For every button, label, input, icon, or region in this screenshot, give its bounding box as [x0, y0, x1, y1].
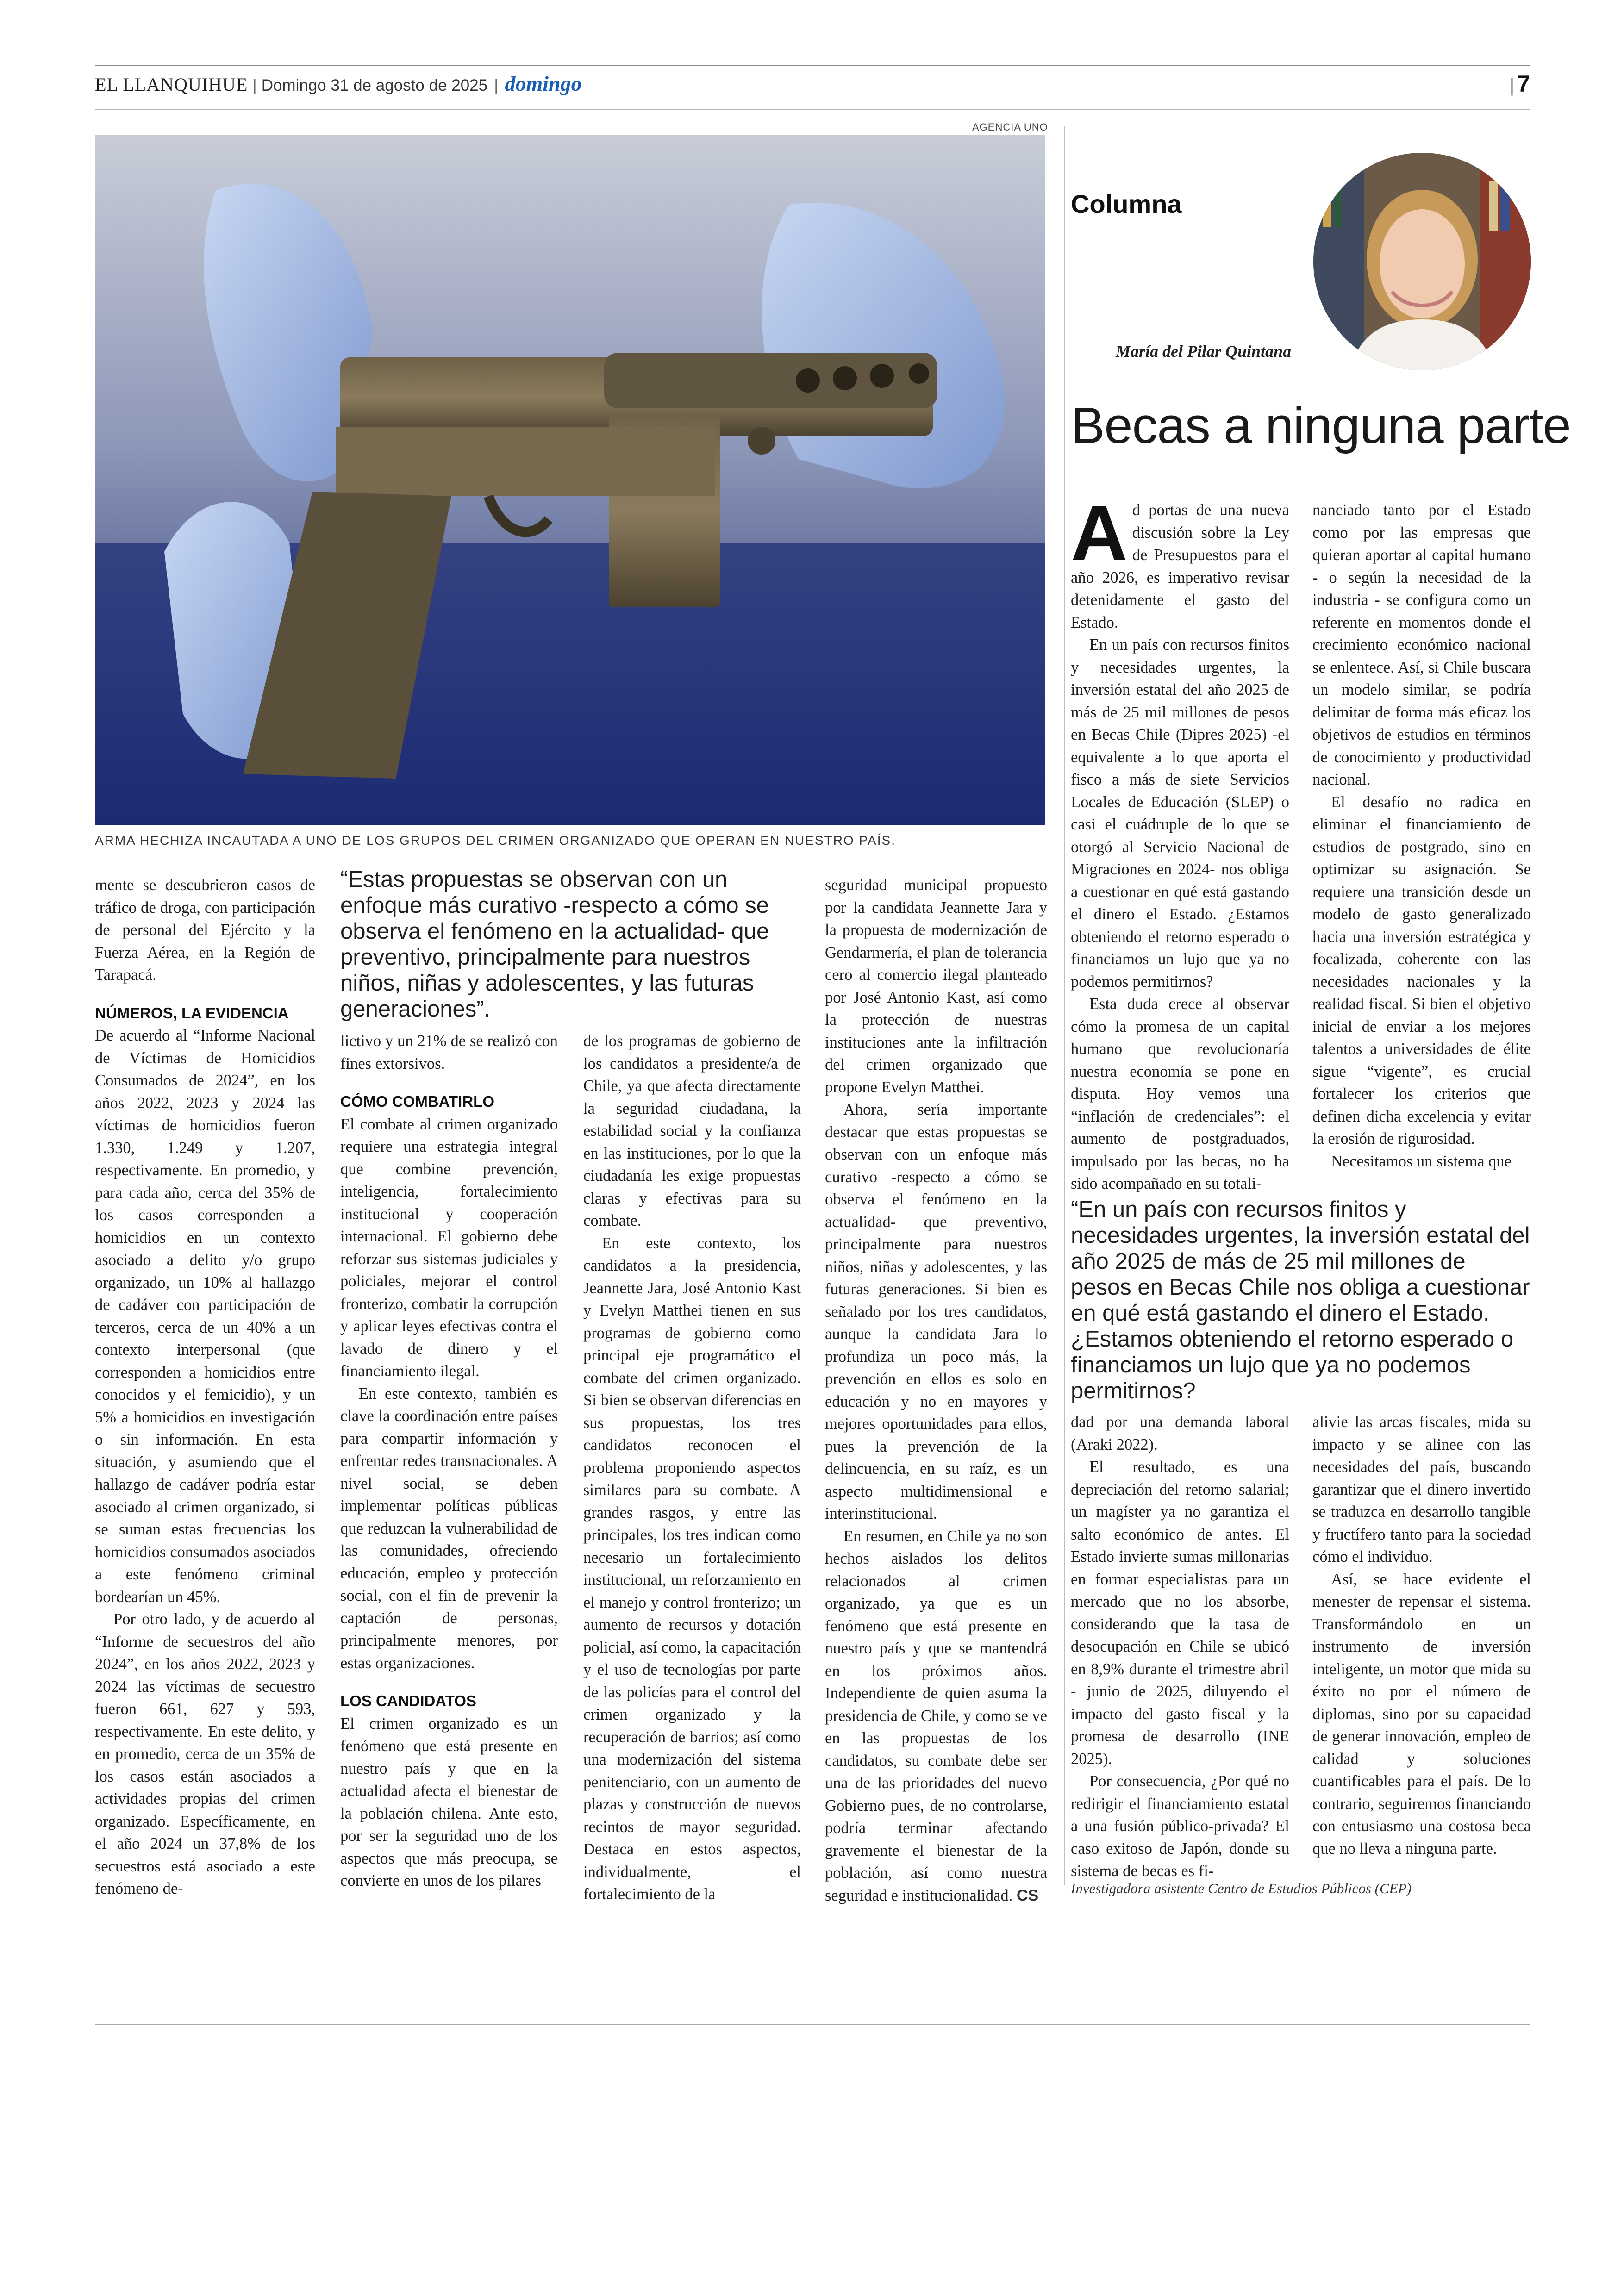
page-number-value: 7	[1517, 71, 1530, 97]
article-paragraph	[825, 1525, 1047, 1907]
column-paragraph-text: d portas de una nueva discusión sobre la Ley de Presupuestos para el año 2026, es imperativo revisar detenidamente el gasto del Estado.	[1071, 501, 1289, 631]
column-text-4	[1312, 1411, 1531, 1860]
article-paragraph-text: En resumen, en Chile ya no son hechos aislados los delitos relacionados al crimen organizado, ya que es un fenómeno que está presente en nuestro país y que se mantendrá en los próximos años. Independiente de quien asuma la presidencia de Chile, y como se ve en las propuestas de los candidatos, su combate debe ser una de las prioridades del nuevo Gobierno pues, de no controlarse, podría terminar afectando gravemente el bienestar de la población, así como nuestra seguridad e institucionalidad.	[825, 1527, 1047, 1904]
column-paragraph: El resultado, es una depreciación del retorno salarial; un magíster ya no garantiza el salto económico de antes. El Estado invierte sumas millonarias en formar especialistas para un mercado que no los absorbe, considerando que la tasa de desocupación en Chile se ubicó en 8,9% durante el trimestre abril - junio de 2025, diluyendo el impacto del gasto fiscal y la promesa de desarrollo (INE 2025).	[1071, 1458, 1289, 1768]
header-top-rule	[95, 65, 1530, 66]
article-paragraph: seguridad municipal propuesto por la candidata Jeannette Jara y la propuesta de modernización de Gendarmería, el plan de tolerancia cero al comercio ilegal planteado por José Antonio Kast, así como la protección de nuestras instituciones ante la infiltración del crimen organizado que propone Evelyn Matthei.	[825, 876, 1047, 1096]
photo-credit: AGENCIA UNO	[972, 121, 1048, 133]
column-paragraph: dad por una demanda laboral (Araki 2022).	[1071, 1413, 1289, 1453]
article-paragraph: El crimen organizado es un fenómeno que está presente en nuestro país y que en la actualidad afecta el bienestar de la población chilena. Ante esto, por ser la seguridad uno de los aspectos que más preocupa, se convierte en unos de los pilares	[340, 1715, 558, 1890]
column-pull-quote: “En un país con recursos finitos y necesidades urgentes, la inversión estatal del año 2025 de más de 25 mil millones de pesos en Becas Chile nos obliga a cuestionar en qué está gastando el dinero el Estado. ¿Estamos obteniendo el retorno esperado o financiamos un lujo que ya no podemos permitirnos?	[1071, 1197, 1530, 1403]
header-separator: |	[252, 75, 257, 94]
header-left	[95, 71, 582, 96]
paper-name: EL LLANQUIHUE	[95, 74, 248, 95]
column-paragraph: Así, se hace evidente el menester de repensar el sistema. Transformándolo en un instrumento de inversión inteligente, un motor que mida su éxito no por el número de diplomas, sino por su capacidad de generar innovación, empleo de calidad y soluciones cuantificables para el país. De lo contrario, seguiremos financiando con entusiasmo una costosa beca que no lleva a ninguna parte.	[1312, 1570, 1531, 1858]
article-column-1	[95, 874, 315, 1900]
column-paragraph	[1071, 489, 1289, 634]
author-affiliation: Investigadora asistente Centro de Estudios Públicos (CEP)	[1071, 1880, 1412, 1896]
column-paragraph: Esta duda crece al observar cómo la promesa de un capital humano que revolucionaría nuestra economía se pone en disputa. Hoy vemos una “inflación de credenciales”: el aumento de postgraduados, impulsado por las becas, no ha sido acompañado en su totali-	[1071, 995, 1289, 1192]
article-column-2	[340, 1030, 558, 1892]
article-paragraph: En este contexto, también es clave la coordinación entre países para compartir información y enfrentar redes transnacionales. A nivel social, se deben implementar políticas públicas que reduzcan la vulnerabilidad de las comunidades, ofreciendo educación, empleo y protección social, con el fin de prevenir la captación de personas, principalmente menores, por estas organizaciones.	[340, 1384, 558, 1672]
article-paragraph: de los programas de gobierno de los candidatos a presidente/a de Chile, ya que afecta directamente la seguridad ciudadana, la estabilidad social y la confianza en las instituciones, por lo que la ciudadanía les exige propuestas claras y efectivas para su combate.	[583, 1032, 801, 1229]
header-separator: |	[494, 75, 499, 94]
article-paragraph: Ahora, sería importante destacar que estas propuestas se observan con un enfoque más curativo -respecto a cómo se observa el fenómeno en la actualidad- que preventivo, principalmente para nuestros niños, niñas y adolescentes, y las futuras generaciones. Si bien es señalado por los tres candidatos, aunque la candidata Jara lo profundiza un poco más, la prevención en ellos es solo en educación y no en mayores y mejores oportunidades para ellos, pues la prevención de la delincuencia, en su raíz, es un aspecto multidimensional e interinstitucional.	[825, 1101, 1047, 1522]
article-paragraph: El combate al crimen organizado requiere una estrategia integral que combine prevención, inteligencia, fortalecimiento institucional y cooperación internacional. El gobierno debe reforzar sus sistemas judiciales y policiales, mejorar el control fronterizo, combatir la corrupción y aplicar leyes efectivas contra el lavado de dinero y el financiamiento ilegal.	[340, 1115, 558, 1380]
end-mark: CS	[1016, 1886, 1039, 1904]
issue-date: Domingo 31 de agosto de 2025	[261, 76, 488, 94]
column-text-1	[1071, 489, 1289, 1195]
pull-quote: “Estas propuestas se observan con un enfoque más curativo -respecto a cómo se observa el fenómeno en la actualidad- que preventivo, principalmente para nuestros niños, niñas y adolescentes, y las futuras generaciones”.	[340, 867, 769, 1022]
header-bottom-rule	[95, 109, 1530, 110]
subheading: LOS CANDIDATOS	[340, 1692, 476, 1709]
article-column-3	[583, 1030, 801, 1906]
column-paragraph: En un país con recursos finitos y necesidades urgentes, la inversión estatal del año 2025 de más de 25 mil millones de pesos en Becas Chile (Dipres 2025) -el equivalente a lo que aporta el fisco a más de siete Servicios Locales de Educación (SLEP) o casi el cuádruple de lo que se otorgó al Servicio Nacional de Migraciones en 2024- nos obliga a cuestionar en qué está gastando el dinero el Estado. ¿Estamos obteniendo el retorno esperado o financiamos un lujo que ya no podemos permitirnos?	[1071, 636, 1289, 991]
column-divider	[1064, 126, 1065, 1885]
article-paragraph: De acuerdo al “Informe Nacional de Víctimas de Homicidios Consumados de 2024”, en los años 2022, 2023 y 2024 las víctimas de homicidios fueron 1.330, 1.249 y 1.207, respectivamente. En promedio, y para cada año, cerca del 35% de los casos corresponden a homicidios en un contexto asociado a delito y/o grupo organizado, un 10% al hallazgo de cadáver con participación de terceros, cerca de un 40% a un contexto interpersonal (que corresponden a homicidios entre conocidos y el femicidio), y un 5% a homicidios en investigación o sin información. En esta situación, y asumiendo que el hallazgo de cadáver podría estar asociado al crimen organizado, si se suman estas frecuencias los homicidios consumados asociados a este fenómeno criminal bordearían un 45%.	[95, 1027, 315, 1606]
footer-rule	[95, 2024, 1530, 2025]
section-name: domingo	[505, 72, 582, 95]
page-number-bar: |	[1509, 75, 1515, 96]
section-label: Columna	[1071, 189, 1182, 218]
article-column-4	[825, 874, 1047, 1907]
author-name: María del Pilar Quintana	[1116, 342, 1292, 361]
column-paragraph: El desafío no radica en eliminar el financiamiento de estudios de postgrado, sino en optimizar su asignación. Se requiere una transición desde un modelo de gasto generalizado hacia una inversión estratégica y focalizada, coherente con las necesidades nacionales y la realidad fiscal. Si bien el objetivo inicial de enviar a los mejores talentos a universidades de élite sigue “vigente”, es crucial fortalecer los criterios que definen dicha excelencia y evitar la erosión de rigurosidad.	[1312, 793, 1531, 1148]
author-avatar	[1313, 153, 1531, 370]
page-number	[1510, 70, 1530, 97]
article-photo	[95, 135, 1045, 825]
column-headline: Becas a ninguna parte	[1071, 397, 1571, 454]
article-paragraph: lictivo y un 21% de se realizó con fines extorsivos.	[340, 1032, 558, 1073]
column-paragraph: Necesitamos un sistema que	[1331, 1152, 1512, 1170]
article-paragraph: En este contexto, los candidatos a la presidencia, Jeannette Jara, José Antonio Kast y Evelyn Matthei tienen en sus programas de gobierno como principal eje programático el combate del crimen organizado. Si bien se observan diferencias en sus propuestas, los tres candidatos reconocen el problema proponiendo aspectos similares para su combate. A grandes rasgos, y entre las principales, los tres indican como necesario un fortalecimiento institucional, un reforzamiento en el manejo y control fronterizo; un aumento de recursos y dotación policial, así como, la capacitación y el uso de tecnologías por parte de las policías para el control del crimen organizado y la recuperación de barrios; así como una modernización del sistema penitenciario, con un aumento de plazas y construcción de nuevos recintos de mayor seguridad. Destaca en estos aspectos, individualmente, el fortalecimiento de la	[583, 1234, 801, 1903]
subheading: NÚMEROS, LA EVIDENCIA	[95, 1004, 289, 1022]
subheading: CÓMO COMBATIRLO	[340, 1093, 495, 1110]
article-paragraph: mente se descubrieron casos de tráfico de droga, con participación de personal del Ejército y la Fuerza Aérea, en la Región de Tarapacá.	[95, 876, 315, 984]
author-portrait	[1313, 153, 1531, 370]
handmade-gun-illustration	[95, 135, 1045, 825]
page-header	[95, 69, 1530, 106]
column-paragraph: Por consecuencia, ¿Por qué no redirigir el financiamiento estatal a una fusión público-privada? El caso exitoso de Japón, donde su sistema de becas es fi-	[1071, 1772, 1289, 1880]
drop-cap: A	[1071, 489, 1128, 577]
column-paragraph: alivie las arcas fiscales, mida su impacto y se alinee con las necesidades del país, buscando garantizar que el dinero invertido se traduzca en desarrollo tangible y fructífero tanto para la sociedad cómo el individuo.	[1312, 1413, 1531, 1565]
article-paragraph: Por otro lado, y de acuerdo al “Informe de secuestros del año 2024”, en los años 2022, 2023 y 2024 las víctimas de secuestro fueron 661, 627 y 593, respectivamente. En este delito, y en promedio, cerca de un 35% de los casos están asociados a actividades propias del crimen organizado. Específicamente, en el año 2024 un 37,8% de los secuestros está asociado a este fenómeno de-	[95, 1610, 315, 1897]
photo-caption: ARMA HECHIZA INCAUTADA A UNO DE LOS GRUPOS DEL CRIMEN ORGANIZADO QUE OPERAN EN NUESTRO PAÍS.	[95, 833, 896, 848]
column-text-3	[1071, 1411, 1289, 1883]
column-paragraph: nanciado tanto por el Estado como por las empresas que quieran aportar al capital humano - o según la necesidad de la industria - se configura como un referente en momentos donde el crecimiento económico nacional se enlentece. Así, si Chile buscara un modelo similar, se podría delimitar de forma más eficaz los objetivos de estudios en términos de conocimiento y productividad nacional.	[1312, 501, 1531, 788]
column-text-2	[1312, 499, 1531, 1172]
